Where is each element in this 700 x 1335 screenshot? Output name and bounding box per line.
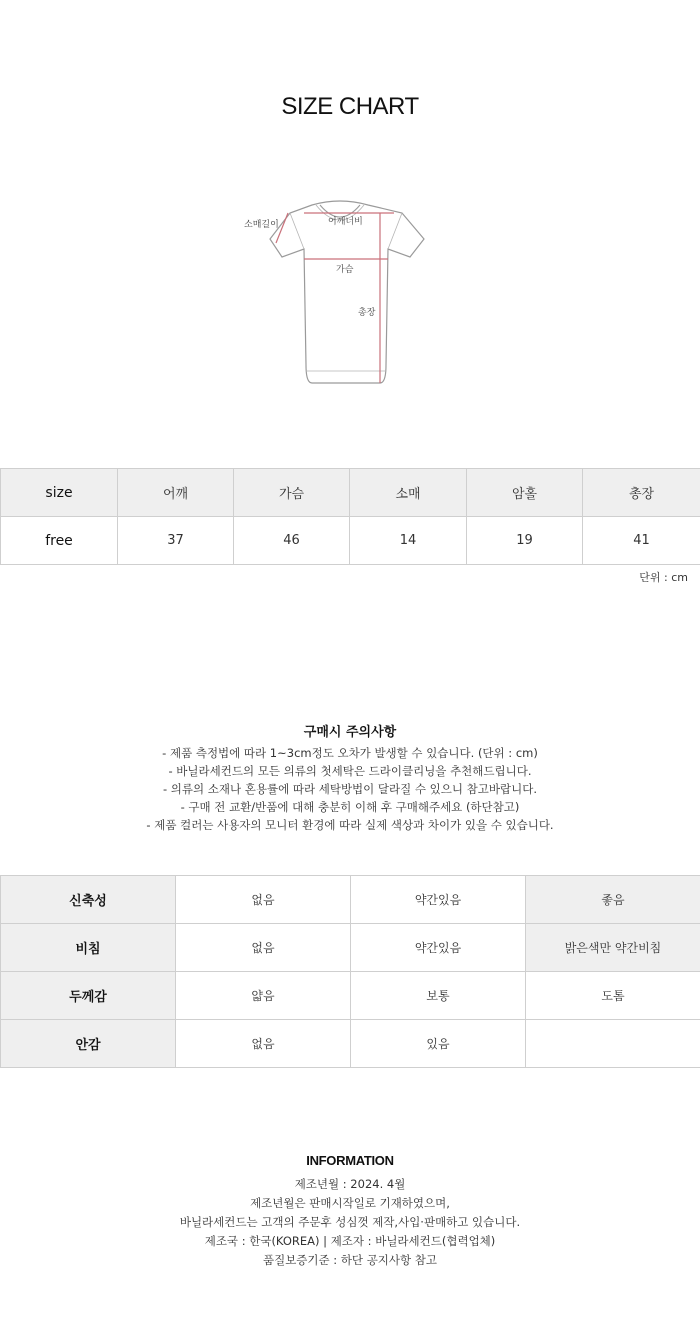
notice-line: - 제품 측정법에 따라 1~3cm정도 오차가 발생할 수 있습니다. (단위 : cm) [162, 746, 538, 760]
table-row [1, 1020, 700, 1068]
fabric-cell: 약간있음 [351, 924, 526, 972]
fabric-cell: 없음 [176, 924, 351, 972]
information-line: 품질보증기준 : 하단 공지사항 참고 [262, 1253, 438, 1267]
notice-line: - 의류의 소재나 혼용률에 따라 세탁방법이 달라질 수 있으니 참고바랍니다. [163, 782, 537, 796]
fabric-cell: 보통 [351, 972, 526, 1020]
page-title: SIZE CHART [281, 93, 419, 120]
size-table-header-row [1, 469, 700, 517]
notice-title: 구매시 주의사항 [303, 725, 397, 740]
information-line: 제조년월은 판매시작일로 기재하였으며, [250, 1196, 450, 1210]
size-value-length: 41 [583, 517, 700, 565]
tshirt-outline [270, 201, 424, 383]
fabric-label-thickness: 두께감 [1, 972, 176, 1020]
information-title: INFORMATION [306, 1153, 394, 1168]
fabric-cell-selected: 밝은색만 약간비침 [526, 924, 700, 972]
unit-note: 단위 : cm [639, 571, 688, 584]
fabric-cell: 약간있음 [351, 876, 526, 924]
size-header-size: size [1, 469, 118, 517]
size-header-sleeve: 소매 [350, 469, 467, 517]
table-row [1, 876, 700, 924]
information-line: 제조년월 : 2024. 4월 [294, 1177, 406, 1191]
table-row [1, 517, 700, 565]
fabric-label-sheer: 비침 [1, 924, 176, 972]
sleeve-label: 소매길이 [244, 220, 279, 230]
fabric-cell [526, 1020, 700, 1068]
length-label: 총장 [358, 308, 376, 318]
information-list [0, 1175, 700, 1270]
fabric-cell: 얇음 [176, 972, 351, 1020]
fabric-table [0, 875, 700, 1068]
size-header-length: 총장 [583, 469, 700, 517]
size-value-shoulder: 37 [118, 517, 234, 565]
size-value-chest: 46 [234, 517, 350, 565]
shoulder-label: 어깨너비 [328, 217, 363, 227]
information-line: 제조국 : 한국(KOREA) | 제조자 : 바닐라세컨드(협력업체) [204, 1234, 496, 1248]
size-value-armhole: 19 [467, 517, 583, 565]
fabric-cell: 도톰 [526, 972, 700, 1020]
fabric-label-stretch: 신축성 [1, 876, 176, 924]
size-value-sleeve: 14 [350, 517, 467, 565]
chest-label: 가슴 [336, 265, 354, 275]
table-row [1, 972, 700, 1020]
notice-line: - 바닐라세컨드의 모든 의류의 첫세탁은 드라이클리닝을 추천해드립니다. [168, 764, 532, 778]
size-value-size: free [1, 517, 118, 565]
notice-list [0, 744, 700, 834]
fabric-cell: 없음 [176, 876, 351, 924]
tshirt-measure-diagram [230, 195, 450, 390]
table-row [1, 924, 700, 972]
size-header-shoulder: 어깨 [118, 469, 234, 517]
notice-line: - 구매 전 교환/반품에 대해 충분히 이해 후 구매해주세요 (하단참고) [180, 800, 520, 814]
fabric-cell: 있음 [351, 1020, 526, 1068]
fabric-cell-selected: 좋음 [526, 876, 700, 924]
notice-line: - 제품 컬러는 사용자의 모니터 환경에 따라 실제 색상과 차이가 있을 수 있습니다. [146, 818, 554, 832]
fabric-cell: 없음 [176, 1020, 351, 1068]
information-line: 바닐라세컨드는 고객의 주문후 성심껏 제작,사입·판매하고 있습니다. [179, 1215, 521, 1229]
size-header-chest: 가슴 [234, 469, 350, 517]
size-table [0, 468, 700, 565]
size-header-armhole: 암홀 [467, 469, 583, 517]
fabric-label-lining: 안감 [1, 1020, 176, 1068]
